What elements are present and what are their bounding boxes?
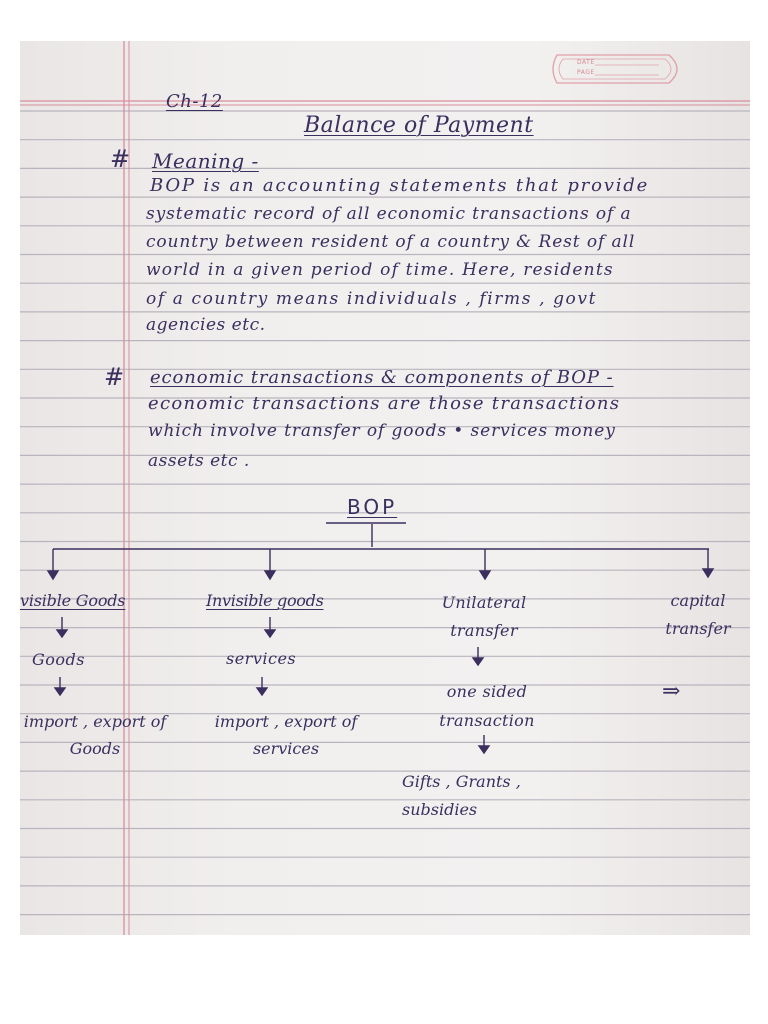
branch-step: import , export of services	[214, 712, 358, 758]
components-line: assets etc .	[148, 451, 250, 471]
branch-label: Invisible goods	[206, 591, 324, 610]
meaning-heading: Meaning -	[152, 149, 259, 173]
notebook-page-photo	[20, 41, 750, 935]
branch-label: Unilateral transfer	[441, 593, 527, 640]
tree-connectors	[20, 41, 750, 935]
components-bullet: #	[104, 363, 125, 391]
branch-step: Gifts , Grants , subsidies	[402, 772, 521, 819]
branch-label: capital transfer	[665, 591, 731, 638]
branch-step: one sided transaction	[439, 682, 535, 730]
branch-step: services	[226, 649, 297, 668]
tree-root-bop: BOP	[347, 495, 398, 519]
meaning-line: systematic record of all economic transactions of a	[146, 204, 632, 224]
components-heading: economic transactions & components of BOP -	[150, 367, 614, 388]
branch-step: Goods	[32, 650, 85, 669]
branch-step: import , export of Goods	[23, 712, 167, 758]
meaning-line: of a country means individuals , firms , govt	[146, 289, 598, 309]
meaning-line: country between resident of a country & Rest of all	[146, 232, 636, 252]
stamp-date-label: DATE	[577, 59, 595, 66]
components-line: which involve transfer of goods • services money	[148, 421, 616, 441]
components-line: economic transactions are those transactions	[148, 393, 621, 414]
chapter-label: Ch-12	[166, 91, 223, 112]
branch-step-arrow: ⇒	[662, 679, 681, 704]
meaning-bullet: #	[110, 145, 131, 173]
meaning-line: agencies etc.	[146, 315, 266, 335]
stamp-page-label: PAGE	[577, 69, 595, 76]
page-title: Balance of Payment	[304, 113, 534, 138]
meaning-line: world in a given period of time. Here, residents	[146, 260, 614, 280]
meaning-line: BOP is an accounting statements that provide	[150, 175, 650, 196]
branch-label: visible Goods	[20, 591, 126, 610]
